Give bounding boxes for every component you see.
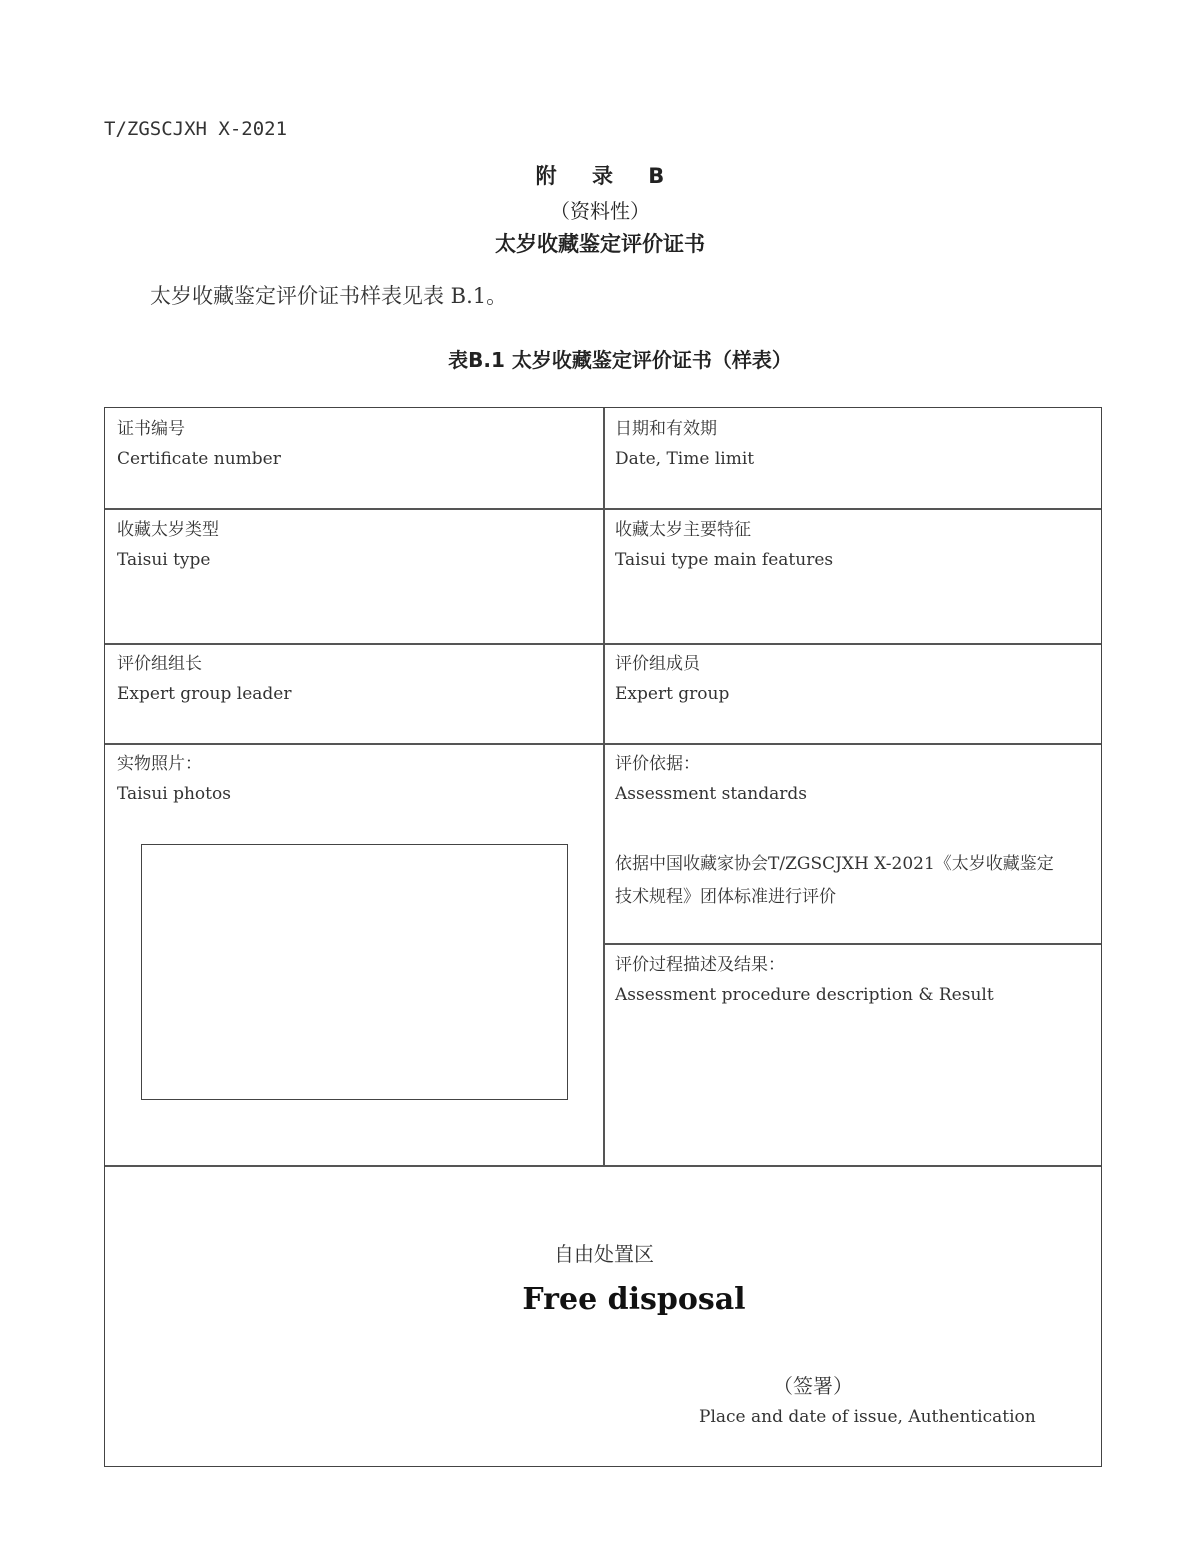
standards-label-en: Assessment standards [615,784,807,804]
certificate-number-label-en: Certificate number [117,449,281,469]
group-leader-cell[interactable] [105,643,603,743]
main-features-label-cn: 收藏太岁主要特征 [615,520,751,540]
certificate-number-cell[interactable] [105,408,603,508]
standards-text-line1: 依据中国收藏家协会T/ZGSCJXH X-2021《太岁收藏鉴定 [615,854,1054,874]
procedure-cell[interactable] [603,943,1101,1165]
group-members-cell[interactable] [603,643,1101,743]
taisui-type-label-cn: 收藏太岁类型 [117,520,219,540]
procedure-label-en: Assessment procedure description & Result [615,985,994,1005]
date-time-limit-label-en: Date, Time limit [615,449,755,469]
group-members-label-en: Expert group [615,684,730,704]
date-time-limit-label-cn: 日期和有效期 [615,419,717,439]
certificate-number-label-cn: 证书编号 [117,419,185,439]
signature-label-cn: （签署） [773,1374,853,1398]
certificate-form-table [104,407,1102,1467]
appendix-nature: （资料性） [550,199,650,223]
group-members-label-cn: 评价组成员 [615,654,700,674]
standard-code: T/ZGSCJXH X-2021 [104,118,288,140]
table-caption: 表B.1 太岁收藏鉴定评价证书（样表） [448,348,792,372]
standards-text-line2: 技术规程》团体标准进行评价 [615,887,836,907]
photo-placeholder-box[interactable] [141,844,568,1100]
appendix-label: 附 录 B [535,164,679,188]
main-features-cell[interactable] [603,508,1101,643]
group-leader-label-cn: 评价组组长 [117,654,202,674]
main-features-label-en: Taisui type main features [615,550,834,570]
photos-label-cn: 实物照片： [117,754,202,774]
taisui-type-label-en: Taisui type [117,550,211,570]
signature-label-en: Place and date of issue, Authentication [699,1407,1036,1427]
group-leader-label-en: Expert group leader [117,684,292,704]
date-time-limit-cell[interactable] [603,408,1101,508]
certificate-title: 太岁收藏鉴定评价证书 [495,232,705,256]
free-disposal-label-en: Free disposal [522,1282,746,1317]
intro-text: 太岁收藏鉴定评价证书样表见表 B.1。 [150,284,508,308]
taisui-type-cell[interactable] [105,508,603,643]
standards-label-cn: 评价依据： [615,754,700,774]
standards-cell [603,743,1101,943]
free-disposal-label-cn: 自由处置区 [554,1242,654,1266]
photos-label-en: Taisui photos [117,784,231,804]
procedure-label-cn: 评价过程描述及结果： [615,955,785,975]
